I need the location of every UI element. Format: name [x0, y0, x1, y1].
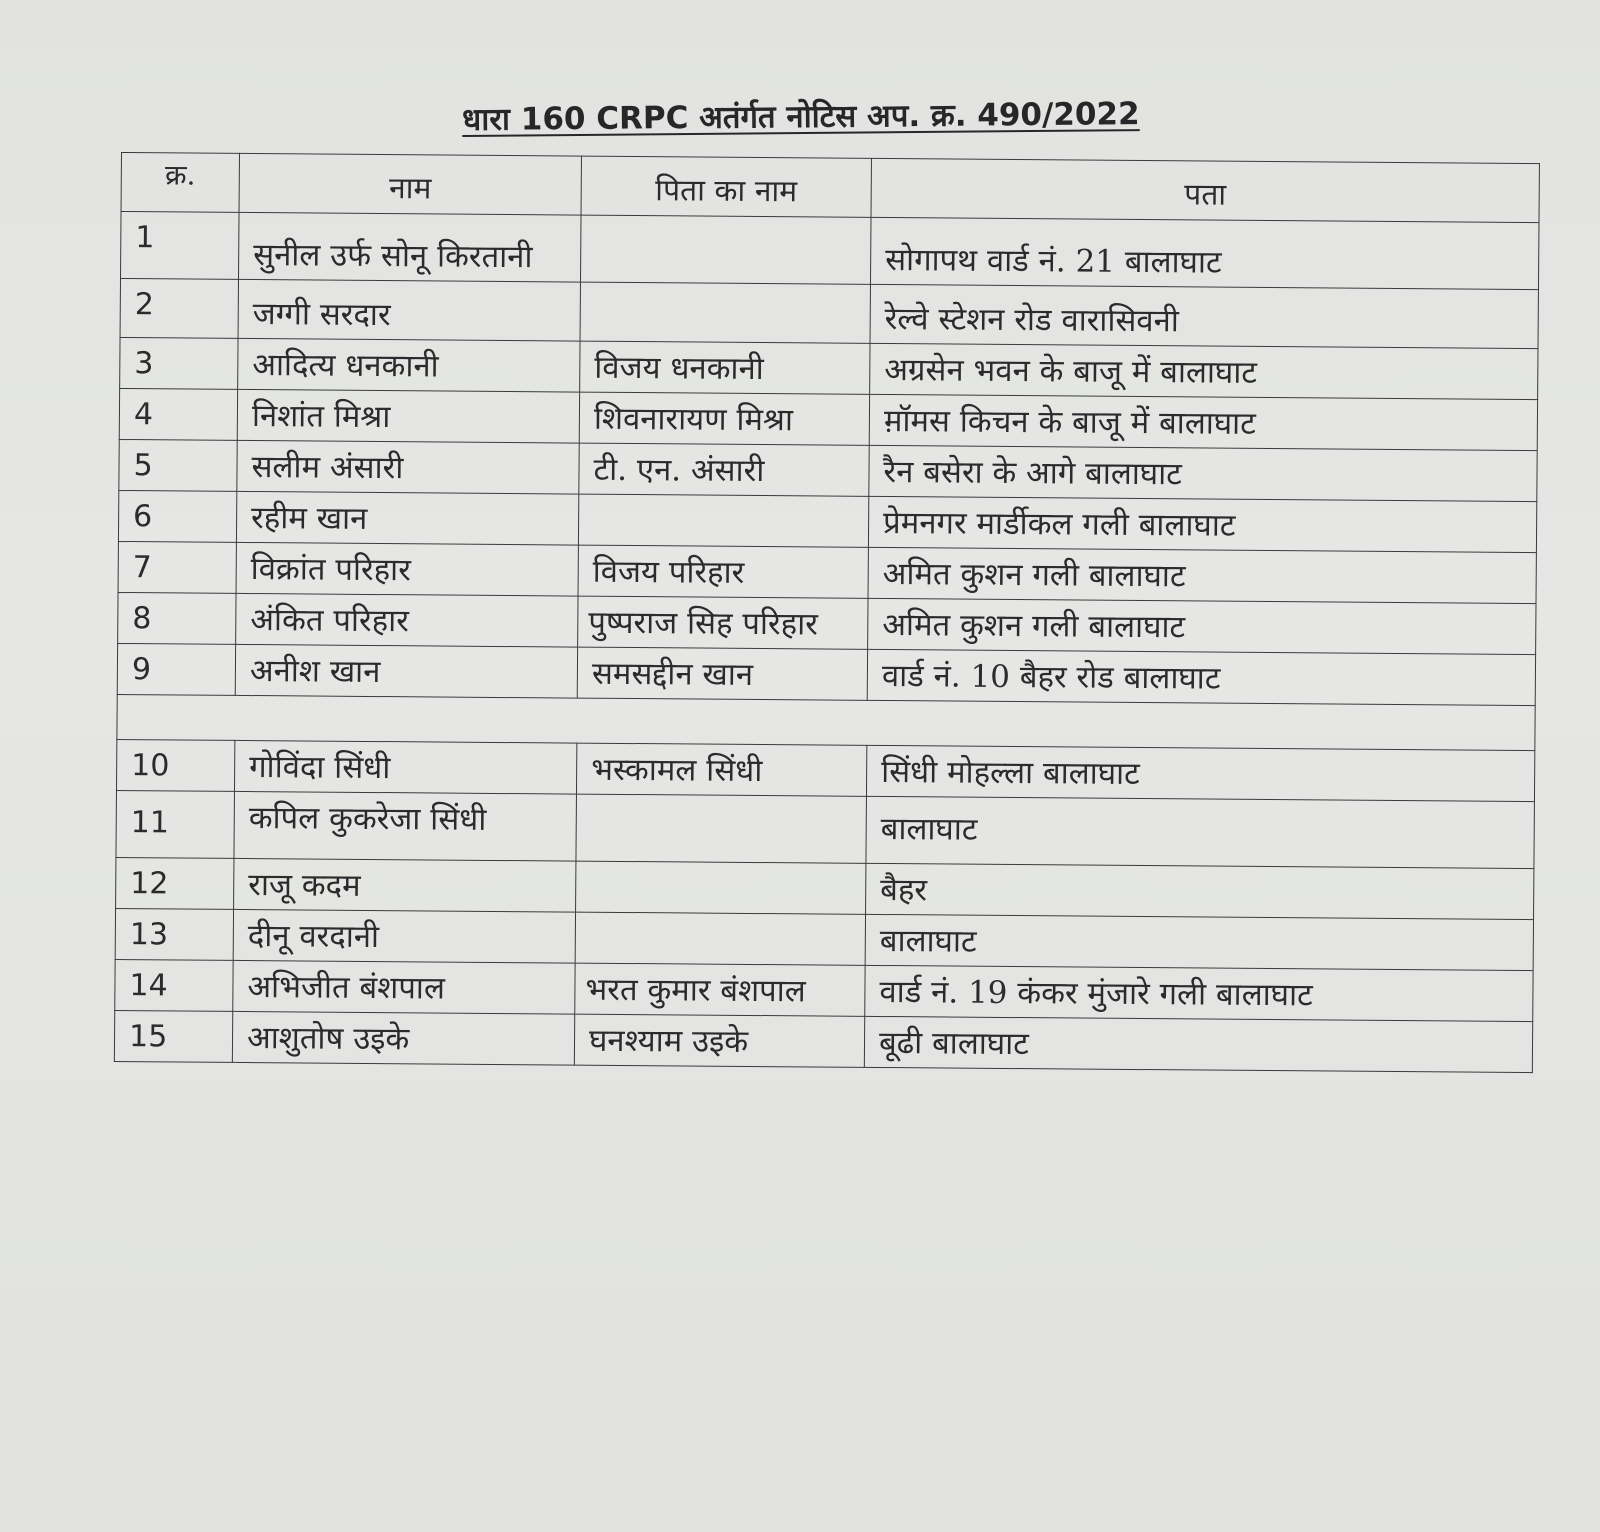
table-row — [116, 790, 1534, 868]
person-name: राजू कदम — [234, 858, 576, 912]
address: प्रेमनगर मार्डीकल गली बालाघाट — [868, 496, 1536, 552]
address: रेल्वे स्टेशन रोड वारासिवनी — [870, 284, 1538, 348]
serial-number: 10 — [116, 739, 234, 791]
person-name: निशांत मिश्रा — [237, 389, 579, 443]
address: रैन बसेरा के आगे बालाघाट — [869, 445, 1537, 501]
table-row — [121, 212, 1539, 290]
serial-number: 1 — [121, 212, 240, 280]
serial-number: 8 — [118, 592, 236, 644]
address: बूढी बालाघाट — [864, 1016, 1532, 1072]
serial-number: 4 — [119, 388, 237, 440]
address: सोगापथ वार्ड नं. 21 बालाघाट — [870, 217, 1539, 289]
person-name: अंकित परिहार — [236, 593, 578, 647]
person-name: आशुतोष उइके — [232, 1011, 574, 1065]
serial-number: 5 — [119, 439, 237, 491]
father-name: भस्कामल सिंधी — [576, 743, 866, 796]
person-name: दीनू वरदानी — [233, 909, 575, 963]
serial-number: 15 — [114, 1010, 232, 1062]
header-address: पता — [871, 158, 1539, 222]
address: म़ॉमस किचन के बाजू में बालाघाट — [869, 394, 1537, 450]
father-name: विजय धनकानी — [580, 341, 870, 394]
table-row — [114, 1010, 1532, 1072]
serial-number: 6 — [118, 490, 236, 542]
person-name: अभिजीत बंशपाल — [233, 960, 575, 1014]
person-name: अनीश खान — [235, 644, 577, 698]
person-name: विक्रांत परिहार — [236, 542, 578, 596]
father-name: विजय परिहार — [578, 545, 868, 598]
father-name — [576, 794, 867, 863]
person-name: सलीम अंसारी — [237, 440, 579, 494]
header-name: नाम — [239, 153, 581, 215]
header-serial-number: क्र. — [121, 153, 239, 213]
serial-number: 13 — [115, 908, 233, 960]
address: अमित कुशन गली बालाघाट — [868, 598, 1536, 654]
person-name: कपिल कुकरेजा सिंधी — [234, 791, 577, 861]
person-name: सुनील उर्फ सोनू किरतानी — [239, 212, 582, 282]
serial-number: 14 — [115, 959, 233, 1011]
table-header-row — [121, 153, 1539, 223]
address: अग्रसेन भवन के बाजू में बालाघाट — [870, 343, 1538, 399]
father-name — [580, 282, 870, 343]
person-name: गोविंदा सिंधी — [234, 740, 576, 794]
address: बालाघाट — [866, 796, 1535, 868]
serial-number: 9 — [117, 643, 235, 695]
serial-number: 2 — [120, 279, 238, 339]
person-name: जग्गी सरदार — [238, 279, 580, 341]
father-name: भरत कुमार बंशपाल — [575, 963, 865, 1016]
father-name: पुष्पराज सिह परिहार — [578, 596, 868, 649]
address: सिंधी मोहल्ला बालाघाट — [866, 745, 1534, 801]
father-name — [580, 215, 871, 284]
father-name: टी. एन. अंसारी — [579, 443, 869, 496]
document-title: धारा 160 CRPC अतंर्गत नोटिस अप. क्र. 490/2022 — [462, 96, 1140, 138]
header-father-name: पिता का नाम — [581, 156, 871, 217]
serial-number: 7 — [118, 541, 236, 593]
address: वार्ड नं. 10 बैहर रोड बालाघाट — [867, 649, 1535, 705]
address: बैहर — [866, 863, 1534, 919]
serial-number: 11 — [116, 790, 235, 858]
serial-number: 12 — [116, 857, 234, 909]
father-name: शिवनारायण मिश्रा — [579, 392, 869, 445]
father-name — [575, 912, 865, 965]
address: अमित कुशन गली बालाघाट — [868, 547, 1536, 603]
father-name — [578, 494, 868, 547]
person-name: आदित्य धनकानी — [238, 338, 580, 392]
father-name — [576, 861, 866, 914]
father-name: समसद्दीन खान — [577, 647, 867, 700]
person-name: रहीम खान — [236, 491, 578, 545]
notice-table — [114, 152, 1540, 1073]
table-row — [120, 279, 1538, 349]
address: वार्ड नं. 19 कंकर मुंजारे गली बालाघाट — [865, 965, 1533, 1021]
serial-number: 3 — [120, 337, 238, 389]
address: बालाघाट — [865, 914, 1533, 970]
father-name: घनश्याम उइके — [574, 1014, 864, 1067]
